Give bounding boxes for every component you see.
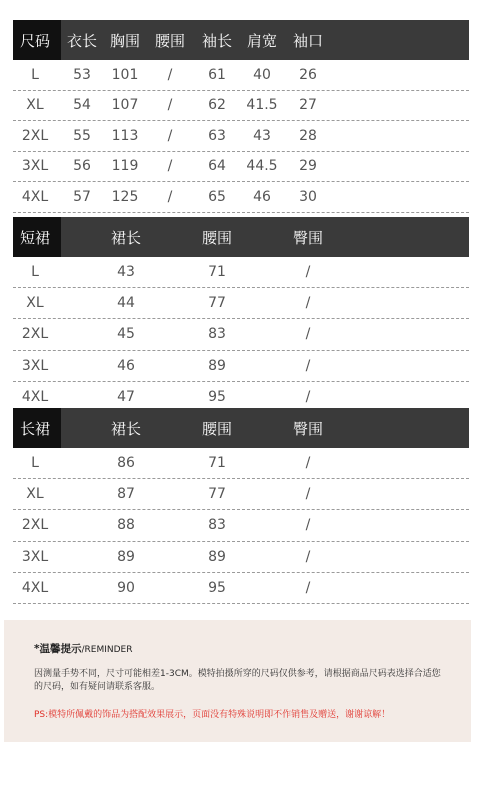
table-cell: 87: [117, 486, 135, 503]
table-cell: /: [305, 295, 311, 312]
table-cell: XL: [26, 97, 44, 114]
table-cell: 30: [299, 188, 317, 205]
column-header: 短裙: [19, 228, 50, 247]
column-header: 袖口: [292, 31, 323, 50]
table-cell: 4XL: [21, 188, 49, 205]
table-cell: 77: [208, 486, 226, 503]
table-cell: XL: [26, 295, 44, 312]
long-skirt-header-row: [13, 408, 469, 448]
column-header: 裙长: [110, 228, 141, 247]
table-cell: 46: [117, 357, 135, 374]
reminder-text: 因测量手势不同，尺寸可能相差1-3CM。模特拍摄所穿的尺码仅供参考，请根据商品尺码表选择合适您的尺码，如有疑问请联系客服。: [34, 669, 441, 692]
table-cell: 63: [208, 127, 226, 144]
table-row: [13, 152, 469, 183]
table-cell: 95: [208, 579, 226, 596]
reminder-ps-note: PS:模特所佩戴的饰品为搭配效果展示，页面没有特殊说明即不作销售及赠送，谢谢谅解！: [34, 710, 391, 720]
table-cell: /: [305, 357, 311, 374]
table-cell: 57: [73, 188, 91, 205]
tops-size-table: [13, 20, 469, 213]
table-row: [13, 542, 469, 573]
table-cell: 113: [111, 127, 139, 144]
table-cell: 83: [208, 517, 226, 534]
table-cell: 119: [111, 158, 139, 175]
table-cell: 41.5: [246, 97, 278, 114]
column-header: 腰围: [201, 419, 232, 438]
table-cell: 43: [253, 127, 271, 144]
table-row: [13, 91, 469, 122]
short-skirt-header-row: [13, 217, 469, 257]
table-cell: 4XL: [21, 388, 49, 405]
table-cell: 54: [73, 97, 91, 114]
table-cell: /: [305, 579, 311, 596]
table-cell: /: [305, 388, 311, 405]
table-cell: /: [167, 188, 173, 205]
column-header: 尺码: [19, 31, 50, 50]
table-cell: 95: [208, 388, 226, 405]
table-cell: L: [31, 455, 39, 472]
table-row: [13, 121, 469, 152]
table-row: [13, 182, 469, 213]
table-cell: 86: [117, 455, 135, 472]
table-cell: 101: [111, 66, 139, 83]
reminder-title: [34, 641, 133, 656]
table-cell: 43: [117, 264, 135, 281]
table-cell: 89: [208, 548, 226, 565]
column-header: 腰围: [154, 31, 185, 50]
table-cell: 83: [208, 326, 226, 343]
table-cell: 44.5: [246, 158, 278, 175]
table-cell: 55: [73, 127, 91, 144]
table-cell: 29: [299, 158, 317, 175]
column-header: 胸围: [109, 31, 140, 50]
table-row: [13, 510, 469, 541]
table-cell: 89: [208, 357, 226, 374]
tops-header-row: [13, 20, 469, 60]
table-row: [13, 60, 469, 91]
reminder-box: [4, 620, 471, 742]
table-cell: /: [167, 158, 173, 175]
table-cell: /: [305, 517, 311, 534]
table-row: [13, 351, 469, 382]
table-row: [13, 319, 469, 350]
column-header: 肩宽: [246, 31, 277, 50]
table-cell: 4XL: [21, 579, 49, 596]
table-cell: 46: [253, 188, 271, 205]
table-cell: 65: [208, 188, 226, 205]
table-cell: 90: [117, 579, 135, 596]
short-skirt-size-table: [13, 217, 469, 413]
column-header: 衣长: [66, 31, 97, 50]
table-cell: 56: [73, 158, 91, 175]
column-header: 裙长: [110, 419, 141, 438]
table-cell: /: [305, 326, 311, 343]
table-cell: XL: [26, 486, 44, 503]
table-cell: /: [305, 455, 311, 472]
table-cell: 28: [299, 127, 317, 144]
table-cell: L: [31, 66, 39, 83]
table-row: [13, 288, 469, 319]
table-cell: 125: [111, 188, 139, 205]
table-cell: 89: [117, 548, 135, 565]
table-cell: 107: [111, 97, 139, 114]
table-cell: 2XL: [21, 326, 49, 343]
tops-table-body: [13, 60, 469, 213]
column-header: 腰围: [201, 228, 232, 247]
table-cell: 88: [117, 517, 135, 534]
reminder-title-en: /REMINDER: [81, 645, 133, 655]
table-cell: L: [31, 264, 39, 281]
long-skirt-size-table: [13, 408, 469, 604]
column-header: 臀围: [292, 419, 323, 438]
table-cell: 44: [117, 295, 135, 312]
reminder-title-cn: *温馨提示: [34, 643, 82, 655]
table-cell: 3XL: [21, 357, 49, 374]
table-cell: /: [167, 66, 173, 83]
table-cell: /: [167, 127, 173, 144]
table-cell: 3XL: [21, 158, 49, 175]
column-header: 臀围: [292, 228, 323, 247]
long-skirt-table-body: [13, 448, 469, 604]
table-cell: 71: [208, 455, 226, 472]
table-cell: 26: [299, 66, 317, 83]
table-row: [13, 479, 469, 510]
table-cell: 40: [253, 66, 271, 83]
table-cell: /: [167, 97, 173, 114]
table-cell: 45: [117, 326, 135, 343]
table-row: [13, 573, 469, 604]
table-cell: 2XL: [21, 127, 49, 144]
table-cell: 71: [208, 264, 226, 281]
table-cell: 3XL: [21, 548, 49, 565]
table-cell: /: [305, 548, 311, 565]
table-cell: 2XL: [21, 517, 49, 534]
table-cell: /: [305, 264, 311, 281]
table-cell: 47: [117, 388, 135, 405]
table-cell: 61: [208, 66, 226, 83]
column-header: 袖长: [201, 31, 232, 50]
table-cell: 77: [208, 295, 226, 312]
table-row: [13, 257, 469, 288]
table-cell: 64: [208, 158, 226, 175]
table-cell: 53: [73, 66, 91, 83]
table-cell: 27: [299, 97, 317, 114]
column-header: 长裙: [19, 419, 50, 438]
short-skirt-table-body: [13, 257, 469, 413]
table-cell: /: [305, 486, 311, 503]
table-row: [13, 448, 469, 479]
table-cell: 62: [208, 97, 226, 114]
